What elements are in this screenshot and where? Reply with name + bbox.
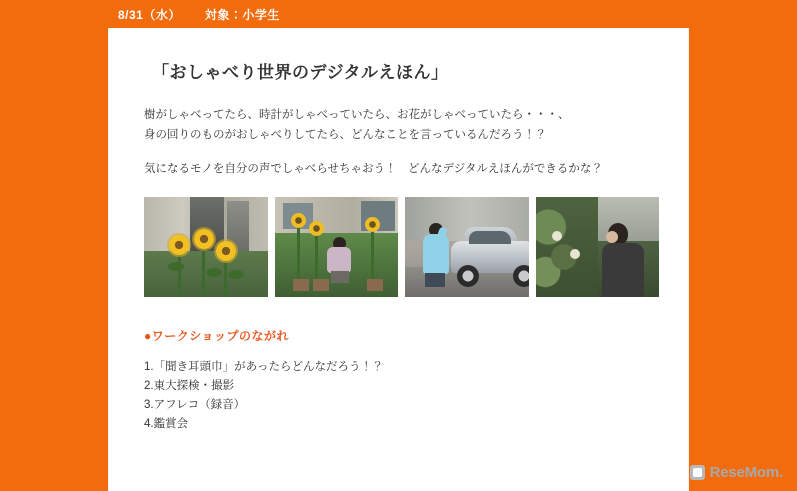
photo-boy-with-sunflowers: [275, 197, 399, 297]
event-date: 8/31（水）: [118, 7, 181, 22]
workshop-flow-heading: [144, 327, 659, 344]
workshop-steps-list: [144, 358, 659, 434]
left-orange-band: [0, 0, 108, 491]
bullet-icon: ●: [144, 329, 152, 344]
document-content: [108, 28, 689, 491]
list-item: 4.鑑賞会: [144, 418, 189, 431]
workshop-flow-label: ワークショップのながれ: [151, 329, 290, 344]
photo-person-recording-by-car: [405, 197, 529, 297]
list-item: 3.アフレコ（録音）: [144, 399, 246, 412]
photo-gallery: [144, 197, 659, 297]
page-title: 「おしゃべり世界のデジタルえほん」: [152, 63, 449, 82]
photo-sunflowers-house: [144, 197, 268, 297]
watermark-label: ReseMom.: [709, 464, 783, 481]
intro-text: [144, 105, 659, 179]
photo-person-smelling-plant: [536, 197, 660, 297]
list-item: 1.「聞き耳頭巾」があったらどんなだろう！？: [144, 361, 384, 374]
intro-line-2: 身の回りのものがおしゃべりしてたら、どんなことを言っているんだろう！？: [144, 129, 547, 142]
intro-line-1: 樹がしゃべってたら、時計がしゃべっていたら、お花がしゃべっていたら・・・、: [144, 109, 570, 121]
right-orange-band: [689, 0, 797, 491]
list-item: 2.東大探検・撮影: [144, 380, 235, 393]
header-bar: [108, 0, 689, 28]
watermark: [690, 464, 783, 481]
intro-line-3: 気になるモノを自分の声でしゃべらせちゃおう！ どんなデジタルえほんができるかな？: [144, 163, 603, 176]
resemom-logo-icon: [690, 465, 705, 480]
event-target: 対象：小学生: [204, 7, 280, 22]
document-sheet: [108, 0, 689, 491]
